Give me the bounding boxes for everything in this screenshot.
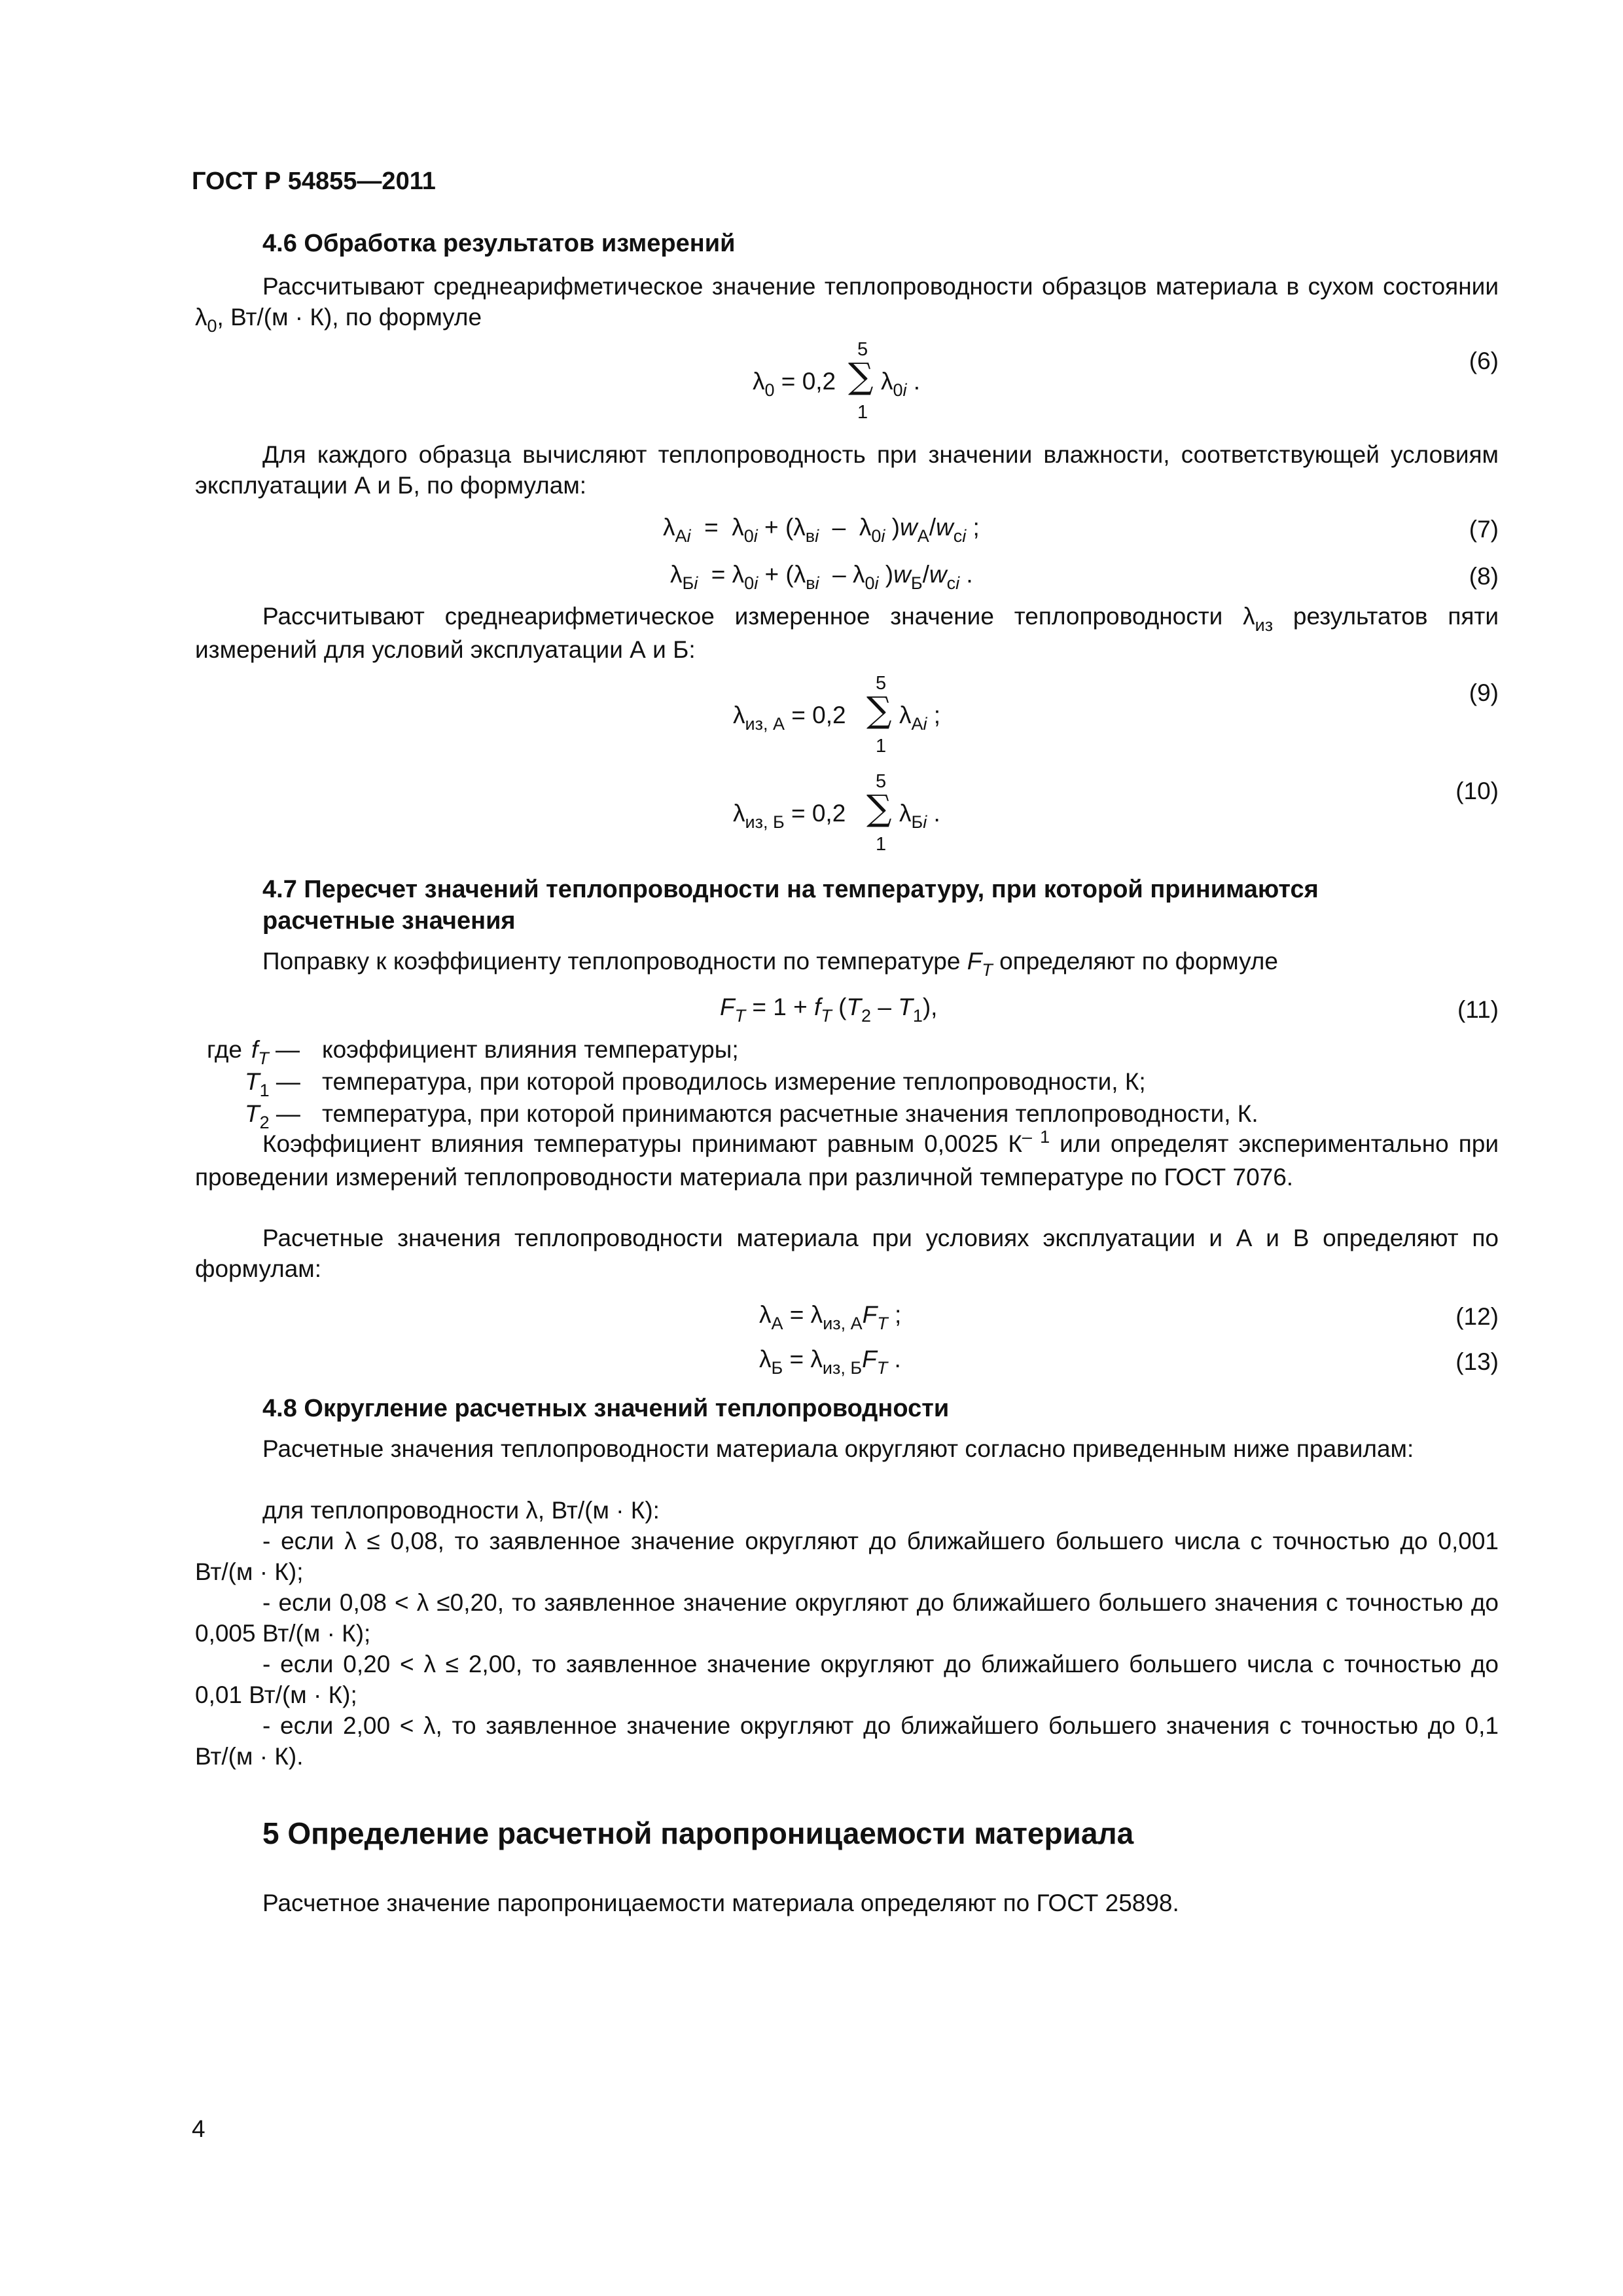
equation-6-number: (6)	[1469, 348, 1499, 374]
definition-T2-symbol: $T_2$ —	[245, 1100, 300, 1132]
formula-12: $\lambda_А = \lambda_{из, А}F_T$ ;	[759, 1301, 902, 1333]
equation-10-number: (10)	[1455, 778, 1499, 804]
section-4-7-heading-line-2: расчетные значения	[262, 907, 516, 935]
equation-9-number: (9)	[1469, 679, 1499, 706]
section-4-7-heading-line-1: 4.7 Пересчет значений теплопроводности на температуру, при которой принимаются	[262, 876, 1319, 903]
section-4-6-paragraph-3: Рассчитывают среднеарифметическое измеренное значение теплопроводности $\lambda_{из}$ результатов пяти измерений для условий эксплуатации А и Б:	[195, 603, 1499, 663]
section-4-6-heading: 4.6 Обработка результатов измерений	[262, 230, 736, 257]
section-4-8-paragraph-2: для теплопроводности λ, Вт/(м · К):	[262, 1497, 660, 1524]
where-intro: где	[207, 1036, 243, 1063]
section-4-7-paragraph-3: Расчетные значения теплопроводности материала при условиях эксплуатации и А и В определяют по формулам:	[195, 1225, 1499, 1282]
section-5-heading: 5 Определение расчетной паропроницаемости материала	[262, 1816, 1134, 1850]
formula-13: $\lambda_Б = \lambda_{из, Б}F_T$ .	[759, 1346, 901, 1378]
section-4-6-paragraph-2: Для каждого образца вычисляют теплопроводность при значении влажности, соответствующей условиям эксплуатации А и Б, по формулам:	[195, 441, 1499, 499]
rounding-rule-4: - если 2,00 < λ, то заявленное значение округляют до ближайшего большего значения с точностью до 0,1 Вт/(м · К).	[195, 1712, 1499, 1770]
equation-7-number: (7)	[1469, 516, 1499, 543]
page-number: 4	[192, 2115, 205, 2142]
section-4-7-paragraph-1: Поправку к коэффициенту теплопроводности по температуре $F_T$ определяют по формуле	[262, 948, 1278, 980]
definition-T2: температура, при которой принимаются расчетные значения теплопроводности, К.	[322, 1100, 1258, 1127]
definition-T1-symbol: $T_1$ —	[245, 1068, 300, 1100]
formula-9: $\lambda_{из, А} = 0,2$ 5 ∑ 1 $\lambda_{Аi}$ ;	[733, 673, 941, 757]
formula-10: $\lambda_{из, Б} = 0,2$ 5 ∑ 1 $\lambda_{Бi}$ .	[733, 771, 940, 855]
formula-6: $\lambda_0 = 0,2$ 5 ∑ 1 $\lambda_{0i}$ .	[753, 339, 921, 423]
equation-11-number: (11)	[1457, 996, 1499, 1023]
equation-13-number: (13)	[1455, 1348, 1499, 1375]
equation-12-number: (12)	[1455, 1303, 1499, 1330]
rounding-rule-1: - если λ ≤ 0,08, то заявленное значение округляют до ближайшего большего числа с точностью до 0,001 Вт/(м · К);	[195, 1528, 1499, 1585]
rounding-rule-3: - если 0,20 < λ ≤ 2,00, то заявленное значение округляют до ближайшего большего числа с точностью до 0,01 Вт/(м · К);	[195, 1651, 1499, 1708]
definition-fT: коэффициент влияния температуры;	[322, 1036, 739, 1063]
section-4-8-heading: 4.8 Округление расчетных значений теплопроводности	[262, 1395, 950, 1422]
definition-T1: температура, при которой проводилось измерение теплопроводности, К;	[322, 1068, 1146, 1095]
section-4-8-paragraph-1: Расчетные значения теплопроводности материала округляют согласно приведенным ниже правилам:	[262, 1435, 1414, 1462]
formula-11: $F_T = 1 + f_T$ $(T_2 - T_1)$,	[720, 994, 938, 1026]
section-5-paragraph-1: Расчетное значение паропроницаемости материала определяют по ГОСТ 25898.	[262, 1890, 1179, 1916]
section-4-7-paragraph-2: Коэффициент влияния температуры принимают равным 0,0025 $К^{- 1}$ или определят экспериментально при проведении измерений теплопроводности материала при различной температуре по ГОСТ 7076.	[195, 1127, 1499, 1191]
definition-fT-symbol: $f_T$ —	[251, 1036, 300, 1068]
equation-8-number: (8)	[1469, 563, 1499, 590]
document-code: ГОСТ Р 54855—2011	[192, 168, 436, 195]
formula-8: $\lambda_{Бi} = \lambda_{0i} + (\lambda_{вi} - \lambda_{0i}$ )$w_Б/w_{сi}$ .	[670, 561, 973, 593]
formula-7: $\lambda_{Аi} = \lambda_{0i} + (\lambda_{вi} - \lambda_{0i}$ )$w_А/w_{сi}$ ;	[663, 514, 980, 546]
rounding-rule-2: - если 0,08 < λ ≤0,20, то заявленное значение округляют до ближайшего большего значения с точностью до 0,005 Вт/(м · К);	[195, 1589, 1499, 1647]
section-4-6-paragraph-1: Рассчитывают среднеарифметическое значение теплопроводности образцов материала в сухом состоянии $\lambda_0$, Вт/(м · К), по формуле	[195, 273, 1499, 336]
